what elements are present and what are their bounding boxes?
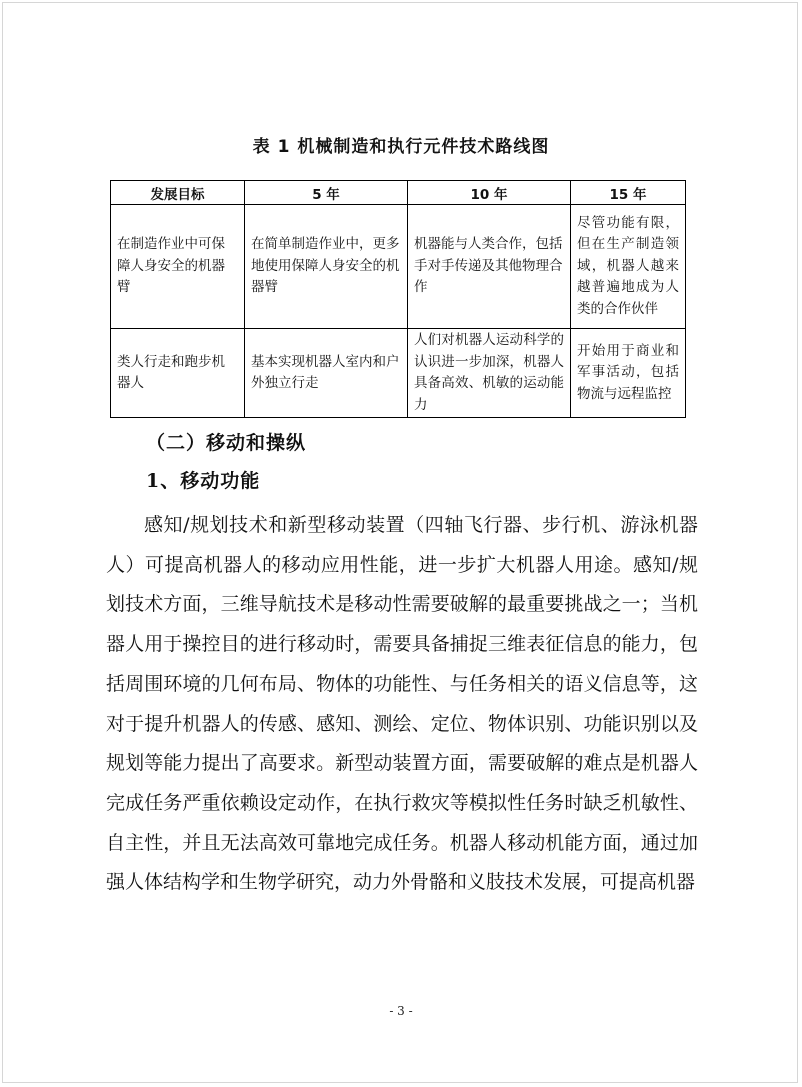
- column-header-5-years: 5 年: [245, 181, 408, 205]
- table-cell: 在简单制造作业中，更多地使用保障人身安全的机器臂: [245, 205, 408, 329]
- table-header-row: [111, 181, 686, 205]
- table-cell: 尽管功能有限，但在生产制造领域，机器人越来越普遍地成为人类的合作伙伴: [571, 205, 686, 329]
- body-paragraph: 感知/规划技术和新型移动装置（四轴飞行器、步行机、游泳机器人）可提高机器人的移动应用性能，进一步扩大机器人用途。感知/规划技术方面，三维导航技术是移动性需要破解的最重要挑战之一；当机器人用于操控目的进行移动时，需要具备捕捉三维表征信息的能力，包括周围环境的几何布局、物体的功能性、与任务相关的语义信息等，这对于提升机器人的传感、感知、测绘、定位、物体识别、功能识别以及规划等能力提出了高要求。新型动装置方面，需要破解的难点是机器人完成任务严重依赖设定动作，在执行救灾等模拟性任务时缺乏机敏性、自主性，并且无法高效可靠地完成任务。机器人移动机能方面，通过加强人体结构学和生物学研究，动力外骨骼和义肢技术发展，可提高机器: [106, 514, 698, 894]
- column-header-15-years: 15 年: [571, 181, 686, 205]
- table-row: [111, 329, 686, 418]
- page-number: - 3 -: [389, 1004, 413, 1018]
- column-header-goal: 发展目标: [111, 181, 245, 205]
- table-cell: 类人行走和跑步机器人: [111, 329, 245, 418]
- table-caption: 表 1 机械制造和执行元件技术路线图: [252, 137, 550, 157]
- table-cell: 人们对机器人运动科学的认识进一步加深，机器人具备高效、机敏的运动能力: [408, 329, 571, 418]
- table-cell: 开始用于商业和军事活动，包括物流与远程监控: [571, 329, 686, 418]
- table-cell: 基本实现机器人室内和户外独立行走: [245, 329, 408, 418]
- table-cell: 机器能与人类合作，包括手对手传递及其他物理合作: [408, 205, 571, 329]
- table-cell: 在制造作业中可保障人身安全的机器臂: [111, 205, 245, 329]
- roadmap-table: [110, 180, 686, 418]
- table-row: [111, 205, 686, 329]
- section-heading: （二）移动和操纵: [146, 432, 307, 454]
- column-header-10-years: 10 年: [408, 181, 571, 205]
- subsection-heading: 1、移动功能: [146, 470, 261, 492]
